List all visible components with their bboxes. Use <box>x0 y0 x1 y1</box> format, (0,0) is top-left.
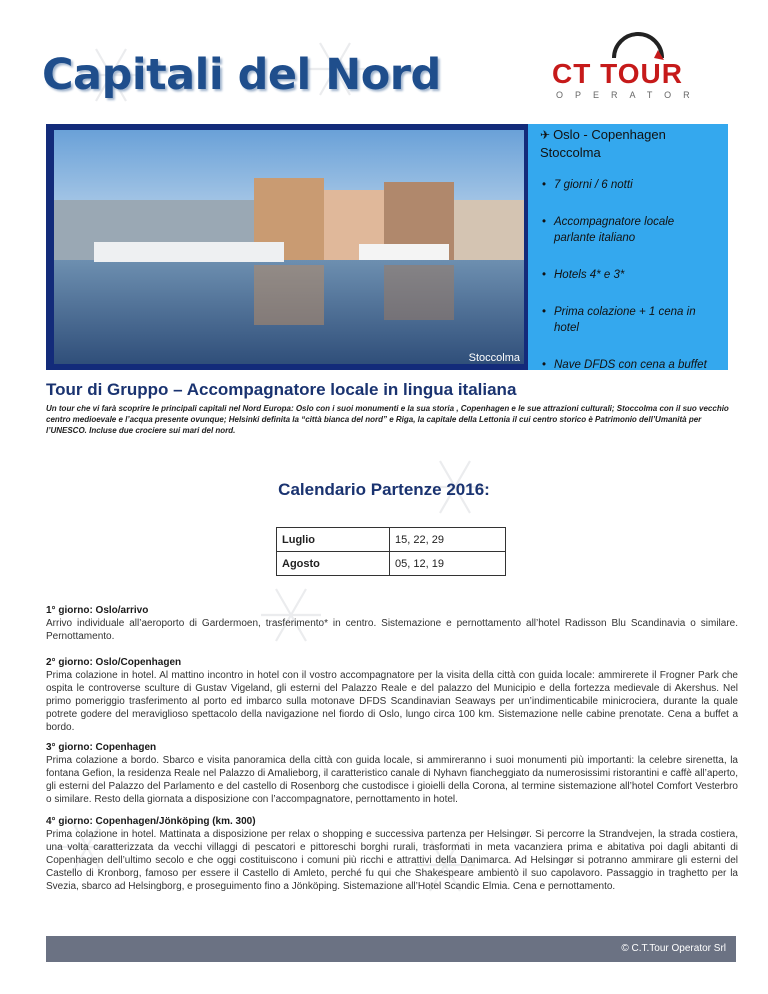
stockholm-photo <box>54 130 524 364</box>
route <box>540 126 718 161</box>
dates-cell: 05, 12, 19 <box>390 552 506 576</box>
route-line-1: Oslo - Copenhagen <box>553 127 666 142</box>
tour-intro: Un tour che vi farà scoprire le principali capitali nel Nord Europa: Oslo con i suoi monumenti e la sua storia , Copenhagen e le sue attrazioni culturali; Stoccolma con il suo vecchio centro medioevale e l’acqua presente ovunque; Helsinki definita la “città bianca del nord” e Riga, la capitale della Lettonia il cui centro storico è Patrimonio dell’Umanità per l’UNESCO. Incluse due crociere sui mari del nord. <box>46 404 729 435</box>
highlight-item: • Nave DFDS con cena a buffet <box>540 357 718 373</box>
day-heading: 1° giorno: Oslo/arrivo <box>46 605 149 616</box>
photo-caption: Stoccolma <box>468 352 520 364</box>
route-line-2: Stoccolma <box>540 145 601 160</box>
page-title: Capitali del Nord <box>42 50 441 100</box>
highlights-list <box>540 177 718 373</box>
hero-photo-frame <box>46 124 528 370</box>
itinerary-day <box>46 815 738 893</box>
calendar-title: Calendario Partenze 2016: <box>278 480 490 499</box>
day-text: Prima colazione in hotel. Al mattino incontro in hotel con il vostro accompagnatore per la visita della città con guida locale: ammirerete il Frogner Park che ospita le controverse sculture di Gustav Vigeland, gli esterni del Palazzo Reale e del palazzo del Municipio e della fortezza medievale di Akershus. Nel primo pomeriggio trasferimento al porto ed imbarco sulla motonave DFDS Scandinavian Seaways per un’indimenticabile minicrociera, durante la quale potrete godere del meraviglioso spettacolo della navigazione nel fiordo di Oslo, lungo circa 100 km. Sistemazione nelle cabine prenotate. Cena a buffet a bordo. <box>46 670 738 733</box>
company-logo <box>548 28 728 106</box>
table-row <box>277 528 506 552</box>
day-heading: 2° giorno: Oslo/Copenhagen <box>46 657 182 668</box>
itinerary-day <box>46 741 738 806</box>
day-text: Prima colazione a bordo. Sbarco e visita panoramica della città con guida locale, si ammireranno i suoi monumenti più importanti: la celebre sirenetta, la fontana Gefion, la residenza Reale nel Palazzo di Amalieborg, il caratteristico canale di Nyhavn fiancheggiato da numerosissimi ristorantini e caffè all’aperto, gli esterni del Palazzo del Parlamento e del castello di Rosenborg che custodisce i gioielli della Corona, al termine sistemazione all’hotel Comfort Vesterbro o similare. Resto della giornata a disposizione con l’accompagnatore, pernottamento in hotel. <box>46 755 738 805</box>
table-row <box>277 552 506 576</box>
itinerary-day <box>46 604 738 643</box>
highlight-item: • Accompagnatore locale parlante italiano <box>540 214 718 246</box>
tour-subtitle: Tour di Gruppo – Accompagnatore locale in lingua italiana <box>46 380 517 399</box>
highlight-item: • Prima colazione + 1 cena in hotel <box>540 304 718 336</box>
day-heading: 3° giorno: Copenhagen <box>46 742 157 753</box>
copyright-text: © C.T.Tour Operator Srl <box>621 943 726 954</box>
day-heading: 4° giorno: Copenhagen/Jönköping (km. 300) <box>46 816 256 827</box>
dates-cell: 15, 22, 29 <box>390 528 506 552</box>
highlight-item: • 7 giorni / 6 notti <box>540 177 718 193</box>
logo-subtext: OPERATOR <box>556 90 702 100</box>
footer-bar <box>46 936 736 962</box>
month-cell: Luglio <box>277 528 390 552</box>
month-cell: Agosto <box>277 552 390 576</box>
day-text: Prima colazione in hotel. Mattinata a disposizione per relax o shopping e successiva partenza per Helsingør. Si percorre la Strandvejen, la strada costiera, una volta caratterizzata da vecchi villaggi di pescatori e pittoreschi borghi rurali, trasformati in meta vacanziera prima e abitativa poi dagli abitanti di Copenhagen dell’ultimo secolo e che oggi costituiscono i comuni più ricchi e attrattivi della Danimarca. Ad Helsingør si potranno ammirare gli esterni del Castello di Kronborg, famoso per essere il Castello di Amleto, perché fu qui che Shakespeare ambientò il suo capolavoro. Passaggio in traghetto per la Svezia, sbarco ad Helsingborg, e proseguimento fino a Jönköping. Sistemazione all’Hotel Scandic Elmia. Cena e pernottamento. <box>46 829 738 892</box>
highlights-panel <box>528 124 728 370</box>
logo-text: CT TOUR <box>552 58 683 89</box>
day-text: Arrivo individuale all’aeroporto di Gardermoen, trasferimento* in centro. Sistemazione e pernottamento all’hotel Radisson Blu Scandinavia o similare. Pernottamento. <box>46 618 738 642</box>
highlight-item: • Hotels 4* e 3* <box>540 267 718 283</box>
itinerary-day <box>46 656 738 734</box>
departures-table <box>276 527 506 576</box>
airplane-icon: ✈ <box>540 128 551 142</box>
